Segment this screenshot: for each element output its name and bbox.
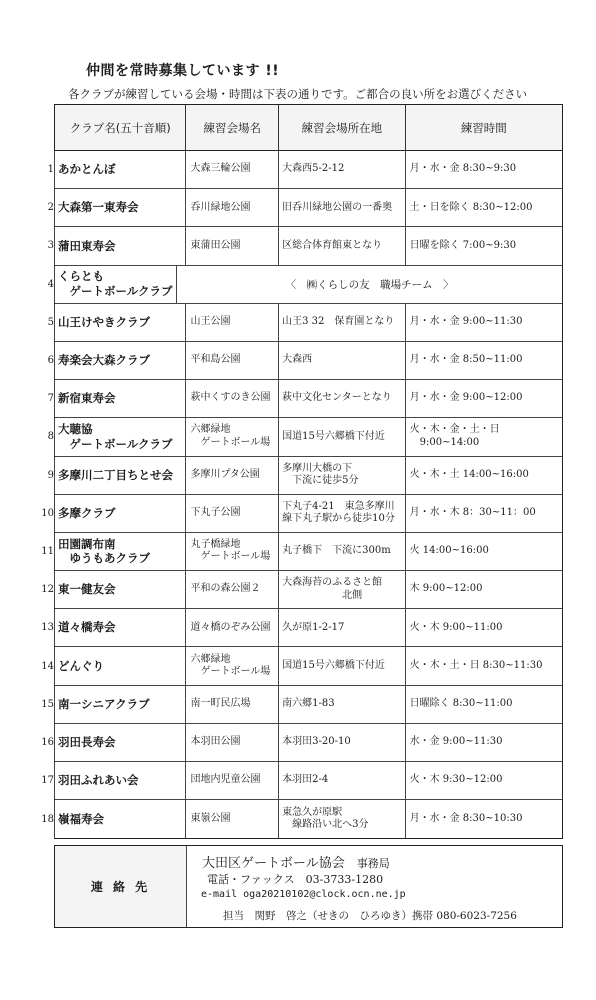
- venue-name: 下丸子公園: [186, 495, 279, 532]
- venue-address: 国道15号六郷橋下付近: [279, 647, 406, 684]
- table-row: [41, 800, 562, 838]
- row-number: 11: [41, 533, 55, 570]
- table-row: [47, 304, 562, 342]
- venue-address: 本羽田3-20-10: [279, 724, 406, 761]
- club-name: 田園調布南 ゆうもあクラブ: [55, 533, 186, 570]
- contact-email[interactable]: e-mail oga20210102@clock.ocn.ne.jp: [201, 889, 406, 900]
- table-row: [47, 189, 562, 227]
- venue-address: 下丸子4-21 東急多摩川 線下丸子駅から徒歩10分: [279, 495, 406, 532]
- row-number: 9: [41, 457, 55, 494]
- practice-time: 火・木・土・日 8:30~11:30: [409, 659, 543, 671]
- contact-phone: 電話・ファックス 03-3733-1280: [207, 873, 384, 886]
- row-number: 15: [41, 686, 55, 723]
- contact-person: 担当 関野 啓之（せきの ひろゆき）携帯 080-6023-7256: [223, 910, 517, 922]
- club-name: あかとんぼ: [55, 151, 186, 188]
- row-number: 8: [41, 418, 55, 455]
- row-number: 13: [41, 609, 55, 646]
- row-number: 12: [41, 571, 55, 608]
- club-name: 寿楽会大森クラブ: [55, 342, 186, 379]
- venue-address: 萩中文化センターとなり: [279, 380, 406, 417]
- row-number: 5: [41, 304, 55, 341]
- row-number: 10: [41, 495, 55, 532]
- practice-time: 火・木・金・土・日 9:00~14:00: [409, 424, 500, 448]
- merged-note: 〈 ㈱くらしの友 職場チーム 〉: [285, 278, 454, 291]
- club-name: 蒲田東寿会: [55, 227, 186, 264]
- club-name: 南一シニアクラブ: [55, 686, 186, 723]
- venue-name: 丸子橋緑地 ゲートボール場: [186, 533, 279, 570]
- club-name: 多摩クラブ: [55, 495, 186, 532]
- venue-address: 国道15号六郷橋下付近: [279, 418, 406, 455]
- contact-label: 連 絡 先: [55, 846, 187, 927]
- practice-time: 月・水・金 8:30~9:30: [409, 163, 517, 175]
- col-header-club: クラブ名(五十音順): [55, 105, 186, 150]
- venue-name: 大森三輪公園: [186, 151, 279, 188]
- practice-time: 火 14:00~16:00: [409, 545, 489, 557]
- venue-address: 大森西: [279, 342, 406, 379]
- venue-name: 山王公園: [186, 304, 279, 341]
- table-row: [41, 571, 562, 609]
- venue-name: 呑川緑地公園: [186, 189, 279, 226]
- club-name: 山王けやきクラブ: [55, 304, 186, 341]
- club-name: 嶺福寿会: [55, 800, 186, 838]
- contact-office: 事務局: [356, 857, 390, 870]
- practice-time: 木 9:00~12:00: [409, 583, 483, 595]
- venue-name: 本羽田公園: [186, 724, 279, 761]
- practice-time: 土・日を除く 8:30~12:00: [409, 201, 533, 213]
- club-name: 東一健友会: [55, 571, 186, 608]
- contact-body: [187, 846, 562, 927]
- club-name: 羽田ふれあい会: [55, 762, 186, 799]
- table-row: [41, 495, 562, 533]
- table-row: [41, 533, 562, 571]
- venue-address: 大森西5-2-12: [279, 151, 406, 188]
- venue-name: 六郷緑地 ゲートボール場: [186, 418, 279, 455]
- club-name: 道々橋寿会: [55, 609, 186, 646]
- venue-address: 久が原1-2-17: [279, 609, 406, 646]
- table-row: [41, 609, 562, 647]
- row-number: 14: [41, 647, 55, 684]
- club-name: どんぐり: [55, 647, 186, 684]
- table-row: [41, 647, 562, 685]
- venue-address: 旧呑川緑地公園の一番奥: [279, 189, 406, 226]
- practice-time: 月・水・金 9:00~12:00: [409, 392, 523, 404]
- table-body: [41, 151, 562, 838]
- table-row: [41, 686, 562, 724]
- venue-name: 平和島公園: [186, 342, 279, 379]
- table-row: [47, 266, 562, 304]
- col-header-time: 練習時間: [460, 120, 507, 135]
- row-number: 1: [41, 151, 55, 188]
- practice-time: 火・木 9:00~11:00: [409, 621, 503, 633]
- practice-time: 月・水・木 8：30~11：00: [409, 507, 536, 519]
- club-name: 大聴協 ゲートボールクラブ: [55, 418, 186, 455]
- row-number: 6: [41, 342, 55, 379]
- contact-box: [54, 845, 563, 928]
- club-name: くらとも ゲートボールクラブ: [55, 266, 177, 303]
- venue-address: 丸子橋下 下流に300m: [279, 533, 406, 570]
- venue-address: 東急久が原駅 線路沿い北へ3分: [279, 800, 406, 838]
- venue-address: 南六郷1-83: [279, 686, 406, 723]
- practice-time: 月・水・金 9:00~11:30: [409, 316, 523, 328]
- club-name: 大森第一東寿会: [55, 189, 186, 226]
- row-number: 3: [41, 227, 55, 264]
- venue-address: 区総合体育館東となり: [279, 227, 406, 264]
- table-header: [55, 105, 562, 151]
- page-subheading: 各クラブが練習している会場・時間は下表の通りです。ご都合の良い所をお選びください: [68, 87, 528, 101]
- club-name: 多摩川二丁目ちとせ会: [55, 457, 186, 494]
- table-row: [47, 151, 562, 189]
- venue-address: 山王3 32 保育園となり: [279, 304, 406, 341]
- row-number: 18: [41, 800, 55, 838]
- venue-name: 南一町民広場: [186, 686, 279, 723]
- page-heading: 仲間を常時募集しています !!: [86, 63, 280, 79]
- club-table: [41, 104, 563, 839]
- col-header-venue: 練習会場名: [186, 105, 279, 150]
- club-name: 新宿東寿会: [55, 380, 186, 417]
- table-row: [47, 227, 562, 265]
- row-number: 2: [41, 189, 55, 226]
- table-row: [41, 762, 562, 800]
- practice-time: 月・水・金 8:50~11:00: [409, 354, 523, 366]
- venue-address: 多摩川大橋の下 下流に徒歩5分: [279, 457, 406, 494]
- practice-time: 火・木 9:30~12:00: [409, 774, 503, 786]
- practice-time: 火・木・土 14:00~16:00: [409, 468, 529, 480]
- table-row: [47, 380, 562, 418]
- venue-name: 平和の森公園２: [186, 571, 279, 608]
- table-row: [47, 457, 562, 495]
- practice-time: 日曜除く 8:30~11:00: [409, 697, 513, 709]
- venue-name: 多摩川プタ公園: [186, 457, 279, 494]
- table-row: [47, 342, 562, 380]
- venue-name: 団地内児童公園: [186, 762, 279, 799]
- col-header-address: 練習会場所在地: [279, 105, 406, 150]
- practice-time: 日曜を除く 7:00~9:30: [409, 239, 517, 251]
- row-number: 17: [41, 762, 55, 799]
- row-number: 7: [41, 380, 55, 417]
- table-row: [47, 418, 562, 456]
- practice-time: 月・水・金 8:30~10:30: [409, 813, 523, 825]
- table-row: [41, 724, 562, 762]
- contact-org: [202, 852, 390, 871]
- contact-org-name: 大田区ゲートボール協会: [202, 856, 345, 871]
- club-name: 羽田長寿会: [55, 724, 186, 761]
- venue-name: 東嶺公園: [186, 800, 279, 838]
- venue-name: 東蒲田公園: [186, 227, 279, 264]
- venue-name: 萩中くすのき公園: [186, 380, 279, 417]
- venue-address: 大森海苔のふるさと館 北側: [279, 571, 406, 608]
- venue-address: 本羽田2-4: [279, 762, 406, 799]
- venue-name: 道々橋のぞみ公園: [186, 609, 279, 646]
- row-number: 4: [41, 266, 55, 303]
- venue-name: 六郷緑地 ゲートボール場: [186, 647, 279, 684]
- row-number: 16: [41, 724, 55, 761]
- practice-time: 水・金 9:00~11:30: [409, 736, 503, 748]
